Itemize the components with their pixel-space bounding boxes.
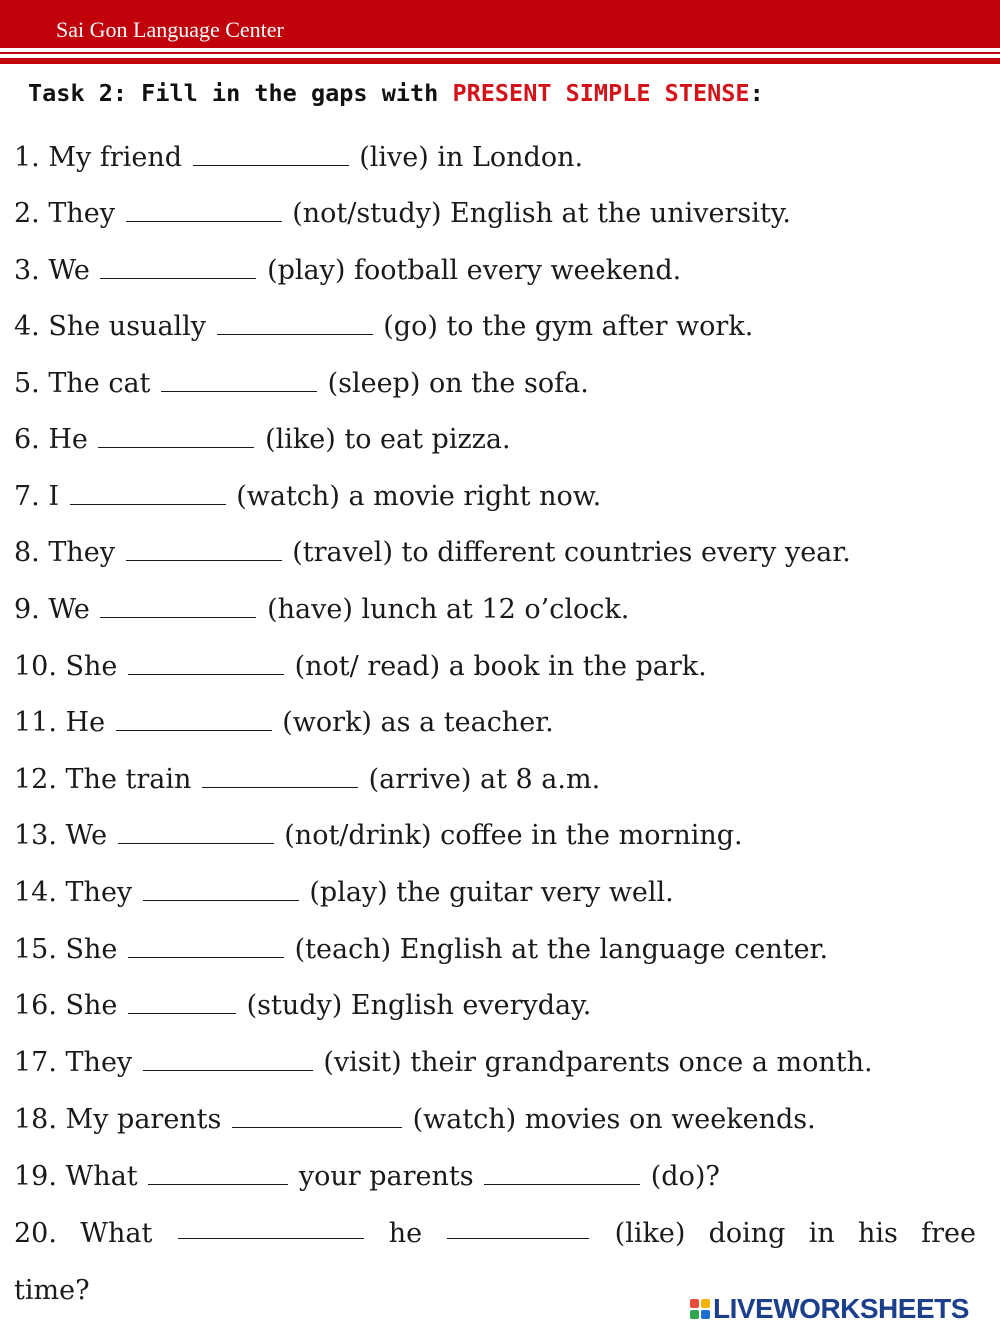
exercise-number: 16. (14, 990, 57, 1021)
liveworksheets-logo[interactable] (690, 1291, 969, 1327)
exercise-number: 6. (14, 424, 40, 455)
exercise-text-after: (do)? (650, 1161, 720, 1192)
exercise-number: 14. (14, 877, 57, 908)
exercise-number: 1. (14, 142, 40, 173)
answer-blank[interactable] (217, 312, 373, 335)
logo-square-yellow (701, 1299, 710, 1308)
answer-blank[interactable] (161, 369, 317, 392)
answer-blank[interactable] (128, 991, 236, 1014)
exercise-word: free (921, 1218, 976, 1249)
exercise-text-after: (teach) English at the language center. (294, 934, 829, 965)
exercise-text-before: She (65, 934, 118, 965)
answer-blank[interactable] (128, 935, 284, 958)
exercise-number: 8. (14, 537, 40, 568)
exercise-5 (14, 366, 589, 402)
header-bar (0, 0, 1000, 48)
exercise-text-before: The train (65, 764, 192, 795)
exercise-text-before: My parents (65, 1104, 222, 1135)
exercise-text-after: (work) as a teacher. (282, 707, 554, 738)
exercise-text-before: She usually (48, 311, 207, 342)
exercise-number: 17. (14, 1047, 57, 1078)
answer-blank[interactable] (100, 256, 256, 279)
exercise-number: 20. (14, 1218, 57, 1249)
exercise-text-before: They (48, 198, 115, 229)
answer-blank[interactable] (100, 595, 256, 618)
exercise-9 (14, 592, 629, 628)
header-title: Sai Gon Language Center (56, 17, 284, 42)
exercise-text-after: (live) in London. (359, 142, 584, 173)
answer-blank[interactable] (128, 652, 284, 675)
exercise-text-after: (arrive) at 8 a.m. (368, 764, 601, 795)
exercise-word: in (808, 1218, 835, 1249)
exercise-2 (14, 196, 791, 232)
exercise-number: 4. (14, 311, 40, 342)
answer-blank[interactable] (143, 1048, 313, 1071)
answer-blank[interactable] (202, 765, 358, 788)
exercise-number: 2. (14, 198, 40, 229)
answer-blank[interactable] (143, 878, 299, 901)
exercise-text-after: (watch) a movie right now. (236, 481, 602, 512)
answer-blank[interactable] (126, 538, 282, 561)
exercise-text-after: (play) the guitar very well. (309, 877, 674, 908)
exercise-text-before: The cat (48, 368, 151, 399)
exercise-text-after: (not/drink) coffee in the morning. (284, 820, 743, 851)
exercise-number: 9. (14, 594, 40, 625)
exercise-text-middle: he (388, 1218, 423, 1249)
exercise-text-after: (go) to the gym after work. (383, 311, 754, 342)
answer-blank[interactable] (116, 708, 272, 731)
exercise-13 (14, 818, 743, 854)
exercise-word: doing (708, 1218, 786, 1249)
exercise-12 (14, 762, 600, 798)
exercise-18 (14, 1102, 816, 1138)
exercise-8 (14, 535, 851, 571)
exercise-text-before: We (48, 255, 90, 286)
exercise-text-before: What (65, 1161, 138, 1192)
header-divider-thick (0, 58, 1000, 64)
exercise-number: 7. (14, 481, 40, 512)
exercise-text-before: We (48, 594, 90, 625)
exercise-20-continuation (14, 1273, 90, 1309)
answer-blank[interactable] (178, 1216, 364, 1239)
task-heading-tense: PRESENT SIMPLE STENSE (452, 79, 750, 107)
exercise-text-after: (watch) movies on weekends. (412, 1104, 816, 1135)
task-heading-suffix: : (749, 79, 764, 107)
exercise-number: 13. (14, 820, 57, 851)
exercise-15 (14, 932, 828, 968)
answer-blank[interactable] (70, 482, 226, 505)
answer-blank[interactable] (118, 821, 274, 844)
exercise-20 (14, 1216, 976, 1252)
exercise-text-before: She (65, 990, 118, 1021)
exercise-text-before: What (80, 1218, 153, 1249)
answer-blank[interactable] (232, 1105, 402, 1128)
exercise-17 (14, 1045, 873, 1081)
exercise-19 (14, 1159, 720, 1195)
header-divider-thin (0, 52, 1000, 54)
exercise-number: 15. (14, 934, 57, 965)
logo-square-green (690, 1310, 699, 1319)
exercise-text-before: We (65, 820, 108, 851)
answer-blank[interactable] (148, 1162, 288, 1185)
exercise-number: 5. (14, 368, 40, 399)
answer-blank[interactable] (193, 143, 349, 166)
exercise-4 (14, 309, 753, 345)
answer-blank[interactable] (484, 1162, 640, 1185)
exercise-word: (like) (614, 1218, 686, 1249)
exercise-text-before: I (48, 481, 60, 512)
logo-square-blue (701, 1310, 710, 1319)
exercise-6 (14, 422, 511, 458)
exercise-text-after: (sleep) on the sofa. (327, 368, 589, 399)
exercise-number: 12. (14, 764, 57, 795)
exercise-word: his (858, 1218, 898, 1249)
task-heading (28, 76, 764, 110)
task-heading-prefix: Task 2: Fill in the gaps with (28, 79, 453, 107)
exercise-text-after: (like) to eat pizza. (265, 424, 511, 455)
exercise-1 (14, 140, 583, 176)
exercise-text-before: She (65, 651, 118, 682)
exercise-3 (14, 253, 681, 289)
exercise-text-after: (not/ read) a book in the park. (294, 651, 707, 682)
exercise-7 (14, 479, 601, 515)
exercise-number: 19. (14, 1161, 57, 1192)
exercise-text-before: He (65, 707, 106, 738)
exercise-text-middle: your parents (298, 1161, 474, 1192)
exercise-text-before: They (65, 877, 133, 908)
liveworksheets-logo-text: LIVEWORKSHEETS (713, 1293, 969, 1324)
answer-blank[interactable] (126, 199, 282, 222)
exercise-text-after: (play) football every weekend. (267, 255, 682, 286)
exercise-text-before: My friend (48, 142, 183, 173)
exercise-text-before: They (65, 1047, 133, 1078)
exercise-text-after: (have) lunch at 12 o’clock. (267, 594, 630, 625)
exercise-text-after: (not/study) English at the university. (292, 198, 792, 229)
exercise-11 (14, 705, 554, 741)
exercise-text-after: (study) English everyday. (246, 990, 592, 1021)
exercise-number: 10. (14, 651, 57, 682)
exercise-number: 18. (14, 1104, 57, 1135)
exercise-number: 3. (14, 255, 40, 286)
exercise-16 (14, 988, 591, 1024)
exercise-text-before: They (48, 537, 115, 568)
exercise-text-continuation: time? (14, 1275, 90, 1306)
answer-blank[interactable] (447, 1216, 589, 1239)
exercise-14 (14, 875, 674, 911)
liveworksheets-logo-icon (690, 1299, 710, 1319)
exercise-number: 11. (14, 707, 57, 738)
exercise-10 (14, 649, 707, 685)
exercise-text-after: (travel) to different countries every year. (292, 537, 851, 568)
exercise-text-before: He (48, 424, 88, 455)
answer-blank[interactable] (98, 425, 254, 448)
exercise-text-after: (visit) their grandparents once a month. (323, 1047, 873, 1078)
logo-square-red (690, 1299, 699, 1308)
